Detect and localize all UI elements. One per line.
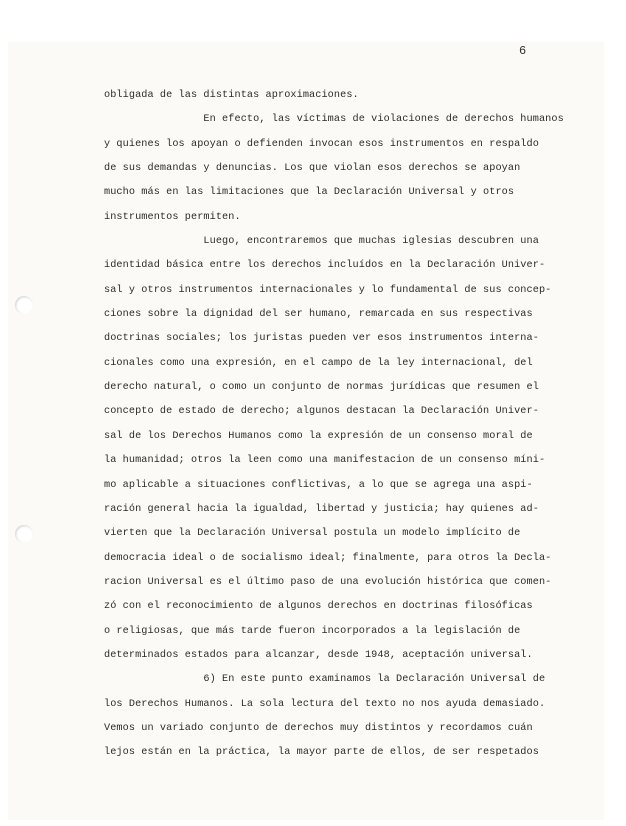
text-line: ciones sobre la dignidad del ser humano, remarcada en sus respectivas (104, 309, 533, 321)
text-line: obligada de las distintas aproximaciones. (104, 90, 359, 101)
text-line: Vemos un variado conjunto de derechos muy distintos y recordamos cuán (104, 722, 533, 734)
text-line: derecho natural, o como un conjunto de normas jurídicas que resumen el (104, 382, 539, 394)
text-line: instrumentos permiten. (104, 211, 241, 223)
text-line: doctrinas sociales; los juristas pueden ver esos instrumentos interna- (104, 333, 539, 345)
punch-hole (15, 525, 33, 543)
text-line: cionales como una expresión, en el campo de la ley internacional, del (104, 357, 533, 369)
text-line: o religiosas, que más tarde fueron incorporados a la legislación de (104, 625, 521, 637)
text-line: la humanidad; otros la leen como una manifestacion de un consenso míni- (104, 455, 546, 467)
text-line: lejos están en la práctica, la mayor parte de ellos, de ser respetados (104, 747, 539, 759)
text-line: los Derechos Humanos. La sola lectura del texto no nos ayuda demasiado. (104, 698, 546, 710)
text-line: democracia ideal o de socialismo ideal; finalmente, para otros la Decla- (104, 552, 552, 564)
text-line: sal de los Derechos Humanos como la expresión de un consenso moral de (104, 430, 533, 442)
body-text (104, 84, 564, 766)
text-line: mo aplicable a situaciones conflictivas, a lo que se agrega una aspi- (104, 479, 533, 491)
page-number: 6 (519, 44, 527, 58)
text-line: de sus demandas y denuncias. Los que violan esos derechos se apoyan (104, 163, 521, 175)
text-line: Luego, encontraremos que muchas iglesias descubren una (104, 236, 539, 248)
text-line: zó con el reconocimiento de algunos derechos en doctrinas filosóficas (104, 601, 533, 613)
text-line: determinados estados para alcanzar, desde 1948, aceptación universal. (104, 649, 533, 661)
text-line: sal y otros instrumentos internacionales y lo fundamental de sus concep- (104, 284, 552, 296)
text-line: 6) En este punto examinamos la Declaración Universal de (104, 674, 546, 686)
text-line: ración general hacia la igualdad, libertad y justicia; hay quienes ad- (104, 503, 539, 515)
text-line: concepto de estado de derecho; algunos destacan la Declaración Univer- (104, 406, 539, 418)
text-line: vierten que la Declaración Universal postula un modelo implícito de (104, 528, 521, 540)
text-line: y quienes los apoyan o defienden invocan esos instrumentos en respaldo (104, 138, 539, 150)
punch-hole (15, 296, 33, 314)
text-line: racion Universal es el último paso de una evolución histórica que comen- (104, 576, 552, 588)
text-line: mucho más en las limitaciones que la Declaración Universal y otros (104, 187, 515, 199)
text-line: identidad básica entre los derechos incluídos en la Declaración Univer- (104, 260, 546, 272)
text-line: En efecto, las víctimas de violaciones de derechos humanos (104, 114, 564, 126)
